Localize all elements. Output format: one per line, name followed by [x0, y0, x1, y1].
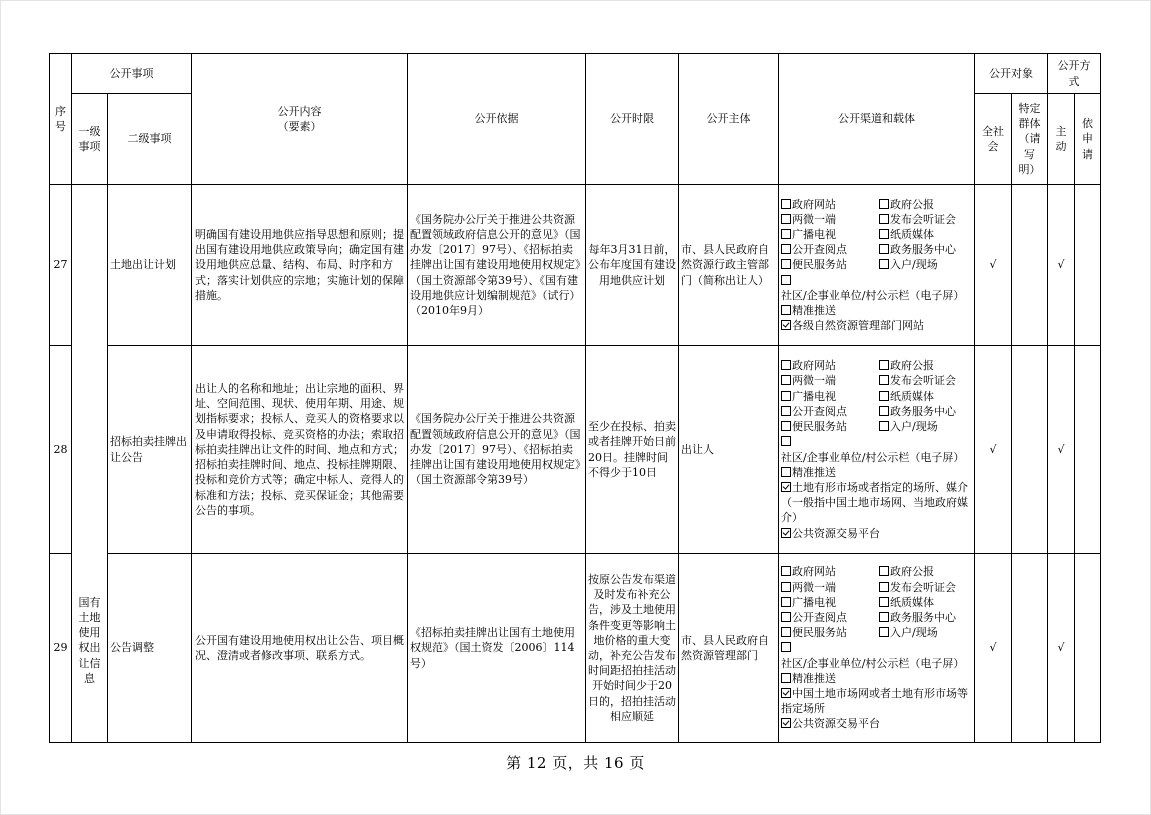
unchecked-box-icon	[781, 391, 791, 401]
channel-option-label: 政府公报	[890, 565, 934, 579]
channel-option	[781, 564, 879, 579]
row-basis: 《国务院办公厅关于推进公共资源配置领域政府信息公开的意见》（国办发〔2017〕97号）、《招标拍卖挂牌出让国有建设用地使用权规定》（国土资源部令第39号）	[408, 346, 586, 554]
unchecked-box-icon	[781, 467, 791, 477]
table-row	[50, 554, 1101, 743]
unchecked-box-icon	[879, 360, 889, 370]
channel-list	[781, 197, 972, 273]
unchecked-box-icon	[781, 244, 791, 254]
channel-option-label: 政府网站	[792, 359, 836, 373]
channel-option	[781, 358, 879, 373]
unchecked-box-icon	[781, 229, 791, 239]
header-content: 公开内容 （要素）	[192, 54, 408, 185]
unchecked-box-icon	[879, 214, 889, 224]
channel-option-label: 政府网站	[792, 197, 836, 211]
header-target-specific: 特定群体（请写明）	[1012, 94, 1048, 185]
channel-option	[879, 227, 972, 242]
channel-option-label: 公开查阅点	[792, 610, 847, 624]
checked-box-icon	[781, 528, 791, 538]
unchecked-box-icon	[781, 627, 791, 637]
channel-option	[781, 686, 972, 716]
unchecked-box-icon	[781, 566, 791, 576]
unchecked-box-icon	[879, 566, 889, 576]
header-target: 公开对象	[975, 54, 1048, 94]
row-basis: 《招标拍卖挂牌出让国有土地使用权规范》（国土资发〔2006〕114号）	[408, 554, 586, 743]
unchecked-box-icon	[781, 214, 791, 224]
channel-option	[879, 404, 972, 419]
header-channels: 公开渠道和载体	[779, 54, 975, 185]
channel-option	[879, 610, 972, 625]
row-mode-apply	[1075, 554, 1101, 743]
row-content: 出让人的名称和地址；出让宗地的面积、界址、空间范围、现状、使用年期、用途、规划指标要求；投标人、竞买人的资格要求以及申请取得投标、竞买资格的办法；索取招标拍卖挂牌出让文件的时间、地点和方式；招标拍卖挂牌时间、地点、投标挂牌期限、投标和竞价方式等；确定中标人、竞得人的标准和方法；投标、竞买保证金；其他需要公告的事项。	[192, 346, 408, 554]
header-time-limit: 公开时限	[586, 54, 679, 185]
unchecked-box-icon	[781, 305, 791, 315]
channel-option	[781, 671, 972, 686]
header-basis: 公开依据	[408, 54, 586, 185]
row-seq: 28	[50, 346, 72, 554]
row-time-limit: 每年3月31日前，公布年度国有建设用地供应计划	[586, 185, 679, 346]
row-seq: 27	[50, 185, 72, 346]
channel-option	[781, 373, 879, 388]
page-number: 第 12 页，共 16 页	[506, 754, 645, 772]
disclosure-table	[49, 53, 1101, 743]
row-mode-active: √	[1048, 346, 1075, 554]
channel-option-label: 发布会听证会	[890, 212, 956, 226]
channel-option-label: 政府公报	[890, 197, 934, 211]
header-subject: 公开主体	[679, 54, 779, 185]
channel-option-label: 精准推送	[792, 671, 836, 685]
channel-option	[781, 716, 972, 731]
row-subject: 出让人	[679, 346, 779, 554]
header-target-all: 全社会	[975, 94, 1012, 185]
channel-option-label: 各级自然资源管理部门网站	[792, 319, 924, 333]
channel-option	[879, 242, 972, 257]
row-mode-apply	[1075, 185, 1101, 346]
row-mode-apply	[1075, 346, 1101, 554]
channel-option	[879, 580, 972, 595]
level1-cell	[72, 185, 108, 743]
unchecked-box-icon	[879, 229, 889, 239]
channel-option	[781, 480, 972, 526]
row-subject: 市、县人民政府自然资源行政主管部门（简称出让人）	[679, 185, 779, 346]
row-target-specific	[1012, 346, 1048, 554]
channel-option	[781, 303, 972, 318]
row-target-all: √	[975, 346, 1012, 554]
channel-option	[781, 242, 879, 257]
channel-option-label: 精准推送	[792, 304, 836, 317]
channel-option	[879, 419, 972, 434]
unchecked-box-icon	[781, 436, 791, 446]
unchecked-box-icon	[781, 275, 791, 285]
header-mode-active: 主动	[1048, 94, 1075, 185]
channel-option	[781, 595, 879, 610]
row-time-limit: 按原公告发布渠道及时发布补充公告，涉及土地使用条件变更等影响土地价格的重大变动，补充公告发布时间距招拍挂活动开始时间少于20日的，招拍挂活动相应顺延	[586, 554, 679, 743]
channel-option-label: 两微一端	[792, 374, 836, 388]
level1-label: 国有土地使用权出让信息	[78, 595, 101, 685]
channel-option	[781, 212, 879, 227]
row-channels	[779, 554, 975, 743]
channel-extra-list	[781, 640, 972, 731]
checked-box-icon	[781, 688, 791, 698]
channel-option	[879, 595, 972, 610]
row-channels	[779, 185, 975, 346]
channel-option-label: 公开查阅点	[792, 243, 847, 257]
channel-option	[781, 273, 972, 303]
unchecked-box-icon	[879, 391, 889, 401]
row-basis: 《国务院办公厅关于推进公共资源配置领域政府信息公开的意见》（国办发〔2017〕97号）、《招标拍卖挂牌出让国有建设用地使用权规定》（国土资源部令第39号）、《国有建设用地供应计划编制规范》（试行）（2010年9月）	[408, 185, 586, 346]
row-target-all: √	[975, 185, 1012, 346]
channel-option-label: 政府网站	[792, 565, 836, 579]
channel-option-label: 两微一端	[792, 580, 836, 594]
row-target-specific	[1012, 185, 1048, 346]
header-mode: 公开方式	[1048, 54, 1101, 94]
channel-option	[781, 419, 879, 434]
channel-option-label: 纸质媒体	[890, 227, 934, 241]
checked-box-icon	[781, 718, 791, 728]
unchecked-box-icon	[879, 582, 889, 592]
channel-option	[781, 610, 879, 625]
channel-option	[879, 373, 972, 388]
channel-option-label: 广播电视	[792, 227, 836, 241]
channel-option	[781, 389, 879, 404]
unchecked-box-icon	[879, 597, 889, 607]
unchecked-box-icon	[879, 259, 889, 269]
row-mode-active: √	[1048, 554, 1075, 743]
channel-option	[879, 197, 972, 212]
channel-option	[781, 640, 972, 670]
channel-option-label: 广播电视	[792, 389, 836, 403]
channel-option-label: 政务服务中心	[890, 610, 956, 624]
table-row	[50, 346, 1101, 554]
channel-option	[781, 404, 879, 419]
unchecked-box-icon	[781, 642, 791, 652]
channel-option-label: 便民服务站	[792, 420, 847, 434]
channel-option	[879, 257, 972, 272]
unchecked-box-icon	[781, 673, 791, 683]
channel-option-label: 便民服务站	[792, 258, 847, 272]
unchecked-box-icon	[781, 375, 791, 385]
unchecked-box-icon	[781, 199, 791, 209]
channel-option	[781, 526, 972, 541]
channel-option-label: 社区/企事业单位/村公示栏（电子屏）	[781, 450, 965, 464]
unchecked-box-icon	[879, 627, 889, 637]
channel-option-label: 纸质媒体	[890, 595, 934, 609]
channel-option-label: 两微一端	[792, 212, 836, 226]
row-level2: 招标拍卖挂牌出让公告	[108, 346, 192, 554]
unchecked-box-icon	[781, 360, 791, 370]
unchecked-box-icon	[781, 421, 791, 431]
row-target-specific	[1012, 554, 1048, 743]
unchecked-box-icon	[781, 406, 791, 416]
channel-option-label: 广播电视	[792, 595, 836, 609]
channel-extra-list	[781, 434, 972, 540]
channel-option-label: 政务服务中心	[890, 404, 956, 418]
table-row	[50, 185, 1101, 346]
channel-option-label: 土地有形市场或者指定的场所、媒介（一般指中国土地市场网、当地政府媒介）	[781, 480, 968, 525]
channel-option-label: 公共资源交易平台	[792, 526, 880, 540]
header-level1: 一级事项	[72, 94, 108, 185]
header-seq: 序号	[50, 54, 72, 185]
channel-option	[879, 389, 972, 404]
checked-box-icon	[781, 320, 791, 330]
channel-option	[781, 580, 879, 595]
channel-option-label: 便民服务站	[792, 626, 847, 640]
row-subject: 市、县人民政府自然资源管理部门	[679, 554, 779, 743]
channel-option-label: 入户/现场	[890, 258, 938, 272]
channel-option	[879, 625, 972, 640]
channel-extra-list	[781, 273, 972, 334]
channel-option	[781, 318, 972, 333]
channel-option	[781, 227, 879, 242]
row-level2: 土地出让计划	[108, 185, 192, 346]
unchecked-box-icon	[781, 259, 791, 269]
row-target-all: √	[975, 554, 1012, 743]
unchecked-box-icon	[879, 406, 889, 416]
channel-option	[781, 197, 879, 212]
channel-list	[781, 358, 972, 434]
channel-option-label: 入户/现场	[890, 626, 938, 640]
header-level2: 二级事项	[108, 94, 192, 185]
unchecked-box-icon	[781, 597, 791, 607]
channel-option-label: 政务服务中心	[890, 243, 956, 257]
channel-option-label: 公开查阅点	[792, 404, 847, 418]
channel-option	[781, 434, 972, 464]
channel-option-label: 发布会听证会	[890, 374, 956, 388]
channel-option	[781, 465, 972, 480]
row-content: 公开国有建设用地使用权出让公告、项目概况、澄清或者修改事项、联系方式。	[192, 554, 408, 743]
unchecked-box-icon	[781, 582, 791, 592]
channel-option-label: 中国土地市场网或者土地有形市场等指定场所	[781, 687, 968, 716]
unchecked-box-icon	[879, 244, 889, 254]
channel-option-label: 精准推送	[792, 465, 836, 479]
channel-option-label: 公共资源交易平台	[792, 717, 880, 731]
channel-option	[781, 257, 879, 272]
channel-option-label: 社区/企事业单位/村公示栏（电子屏）	[781, 656, 965, 670]
channel-option	[879, 358, 972, 373]
unchecked-box-icon	[879, 421, 889, 431]
row-mode-active: √	[1048, 185, 1075, 346]
channel-option	[781, 625, 879, 640]
channel-option-label: 纸质媒体	[890, 389, 934, 403]
row-time-limit: 至少在投标、拍卖或者挂牌开始日前20日。挂牌时间不得少于10日	[586, 346, 679, 554]
channel-option-label: 社区/企事业单位/村公示栏（电子屏）	[781, 288, 965, 302]
channel-option-label: 政府公报	[890, 359, 934, 373]
header-public-items: 公开事项	[72, 54, 192, 94]
unchecked-box-icon	[879, 199, 889, 209]
channel-option-label: 入户/现场	[890, 420, 938, 434]
unchecked-box-icon	[879, 375, 889, 385]
channel-option	[879, 212, 972, 227]
channel-option	[879, 564, 972, 579]
row-seq: 29	[50, 554, 72, 743]
row-content: 明确国有建设用地供应指导思想和原则；提出国有建设用地供应政策导向；确定国有建设用地供应总量、结构、布局、时序和方式；落实计划供应的宗地；实施计划的保障措施。	[192, 185, 408, 346]
header-mode-apply: 依申请	[1075, 94, 1101, 185]
channel-option-label: 发布会听证会	[890, 580, 956, 594]
unchecked-box-icon	[781, 612, 791, 622]
row-level2: 公告调整	[108, 554, 192, 743]
row-channels	[779, 346, 975, 554]
unchecked-box-icon	[879, 612, 889, 622]
channel-list	[781, 564, 972, 640]
checked-box-icon	[781, 482, 791, 492]
